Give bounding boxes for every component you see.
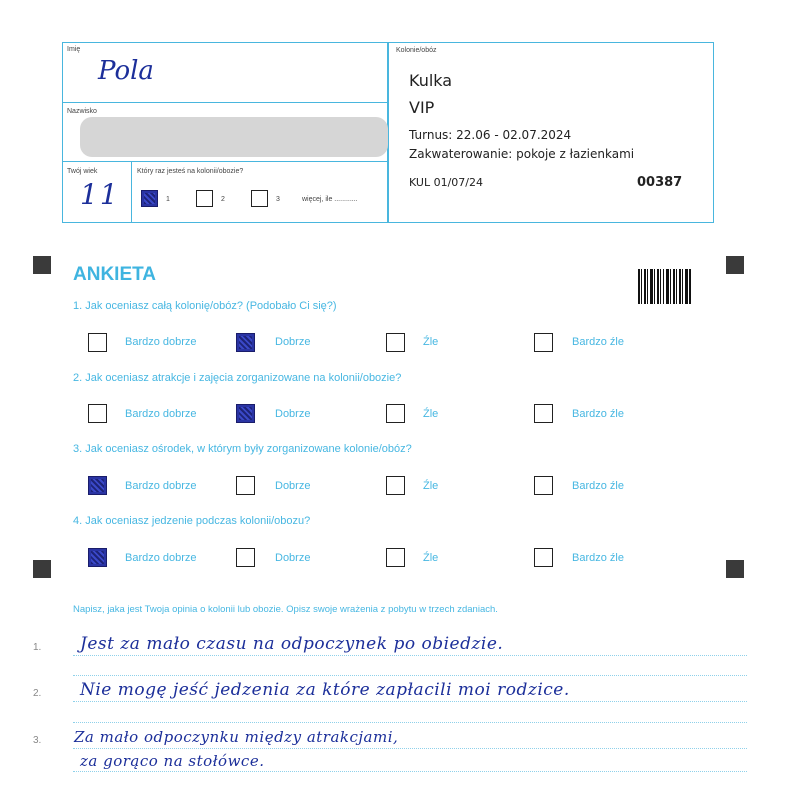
q4-checkbox-zle[interactable] xyxy=(386,548,405,567)
wiek-value[interactable]: 11 xyxy=(80,178,120,211)
answer-line xyxy=(73,675,747,676)
q1-label-bardzo-dobrze: Bardzo dobrze xyxy=(125,336,197,348)
registration-mark-bottom-right xyxy=(726,560,744,578)
visit-count-label-1: 1 xyxy=(166,196,170,203)
answer-line xyxy=(73,722,747,723)
q3-label-bardzo-zle: Bardzo źle xyxy=(572,480,624,492)
divider-imie xyxy=(62,102,389,103)
wiecej-label: więcej, ile ............ xyxy=(302,196,358,203)
q3-checkbox-bardzo-dobrze[interactable] xyxy=(88,476,107,495)
answer-line xyxy=(73,701,747,702)
question-4: 4. Jak oceniasz jedzenie podczas kolonii/obozu? xyxy=(73,515,311,527)
registration-mark-top-left xyxy=(33,256,51,274)
registration-mark-bottom-left xyxy=(33,560,51,578)
imie-label: Imię xyxy=(67,46,81,53)
nazwisko-redacted[interactable] xyxy=(80,117,388,157)
divider-wiek xyxy=(131,161,132,222)
camp-type: VIP xyxy=(409,98,435,117)
answer-line xyxy=(73,771,747,772)
camp-code: KUL 01/07/24 xyxy=(409,176,483,189)
q3-checkbox-dobrze[interactable] xyxy=(236,476,255,495)
q1-checkbox-zle[interactable] xyxy=(386,333,405,352)
divider-nazwisko xyxy=(62,161,389,162)
ktory-raz-label: Który raz jesteś na kolonii/obozie? xyxy=(137,168,244,175)
q1-label-dobrze: Dobrze xyxy=(275,336,311,348)
q4-label-zle: Źle xyxy=(423,552,439,564)
q2-label-zle: Źle xyxy=(423,408,439,420)
registration-mark-top-right xyxy=(726,256,744,274)
answer-1[interactable]: Jest za mało czasu na odpoczynek po obiedzie. xyxy=(80,634,504,654)
kolonie-label: Kolonie/obóz xyxy=(396,47,437,54)
question-2: 2. Jak oceniasz atrakcje i zajęcia zorganizowane na kolonii/obozie? xyxy=(73,372,402,384)
q4-label-bardzo-zle: Bardzo źle xyxy=(572,552,624,564)
answer-3-line-1[interactable]: Za mało odpoczynku między atrakcjami, xyxy=(74,728,399,746)
answer-number-2: 2. xyxy=(33,688,42,699)
q2-checkbox-bardzo-zle[interactable] xyxy=(534,404,553,423)
question-1: 1. Jak oceniasz całą kolonię/obóz? (Podobało Ci się?) xyxy=(73,300,337,312)
answer-3-line-2[interactable]: za gorąco na stołówce. xyxy=(80,752,265,770)
answer-line xyxy=(73,655,747,656)
q1-checkbox-bardzo-dobrze[interactable] xyxy=(88,333,107,352)
wiek-label: Twój wiek xyxy=(67,168,98,175)
survey-title: ANKIETA xyxy=(73,264,157,285)
visit-count-label-3: 3 xyxy=(276,196,280,203)
q2-label-bardzo-dobrze: Bardzo dobrze xyxy=(125,408,197,420)
q4-checkbox-bardzo-zle[interactable] xyxy=(534,548,553,567)
visit-count-checkbox-1[interactable] xyxy=(141,190,158,207)
answer-number-3: 3. xyxy=(33,735,42,746)
opinion-prompt: Napisz, jaka jest Twoja opinia o kolonii lub obozie. Opisz swoje wrażenia z pobytu w trzech zdaniach. xyxy=(73,604,498,615)
answer-number-1: 1. xyxy=(33,642,42,653)
q3-label-bardzo-dobrze: Bardzo dobrze xyxy=(125,480,197,492)
q1-label-zle: Źle xyxy=(423,336,439,348)
zakwaterowanie: Zakwaterowanie: pokoje z łazienkami xyxy=(409,147,635,161)
form-number: 00387 xyxy=(637,175,683,190)
q3-checkbox-zle[interactable] xyxy=(386,476,405,495)
answer-2[interactable]: Nie mogę jeść jedzenia za które zapłacili moi rodzice. xyxy=(80,680,570,700)
q1-checkbox-bardzo-zle[interactable] xyxy=(534,333,553,352)
visit-count-checkbox-3[interactable] xyxy=(251,190,268,207)
q4-label-bardzo-dobrze: Bardzo dobrze xyxy=(125,552,197,564)
q2-label-dobrze: Dobrze xyxy=(275,408,311,420)
visit-count-checkbox-2[interactable] xyxy=(196,190,213,207)
q2-checkbox-zle[interactable] xyxy=(386,404,405,423)
q2-checkbox-bardzo-dobrze[interactable] xyxy=(88,404,107,423)
q4-label-dobrze: Dobrze xyxy=(275,552,311,564)
q1-checkbox-dobrze[interactable] xyxy=(236,333,255,352)
q4-checkbox-bardzo-dobrze[interactable] xyxy=(88,548,107,567)
q2-checkbox-dobrze[interactable] xyxy=(236,404,255,423)
turnus-dates: Turnus: 22.06 - 02.07.2024 xyxy=(409,128,572,142)
camp-name: Kulka xyxy=(409,71,453,90)
q1-label-bardzo-zle: Bardzo źle xyxy=(572,336,624,348)
imie-value[interactable]: Pola xyxy=(98,56,154,86)
nazwisko-label: Nazwisko xyxy=(67,108,97,115)
visit-count-label-2: 2 xyxy=(221,196,225,203)
q3-label-dobrze: Dobrze xyxy=(275,480,311,492)
barcode-icon xyxy=(638,269,692,304)
q3-label-zle: Źle xyxy=(423,480,439,492)
q4-checkbox-dobrze[interactable] xyxy=(236,548,255,567)
question-3: 3. Jak oceniasz ośrodek, w którym były zorganizowane kolonie/obóz? xyxy=(73,443,412,455)
q2-label-bardzo-zle: Bardzo źle xyxy=(572,408,624,420)
q3-checkbox-bardzo-zle[interactable] xyxy=(534,476,553,495)
answer-line xyxy=(73,748,747,749)
